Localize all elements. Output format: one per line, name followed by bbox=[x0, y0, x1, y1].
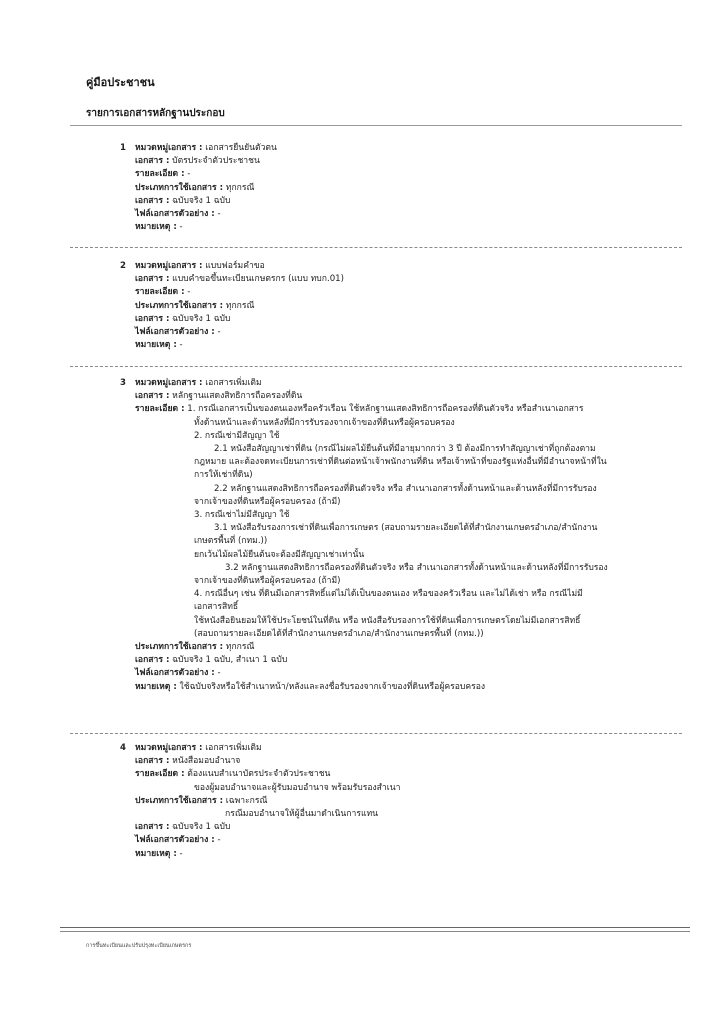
document-label: เอกสาร : bbox=[135, 391, 170, 402]
details-label: รายละเอียด : bbox=[135, 287, 185, 298]
item-number: 1 bbox=[120, 143, 126, 153]
usage-label: ประเภทการใช้เอกสาร : bbox=[135, 300, 224, 311]
copies-row bbox=[115, 195, 695, 208]
document-row bbox=[115, 155, 695, 168]
document-label: เอกสาร : bbox=[135, 274, 170, 285]
remark-row bbox=[115, 681, 695, 694]
item-divider bbox=[70, 733, 682, 734]
details-line: จากเจ้าของที่ดินหรือผู้ครอบครอง (ถ้ามี) bbox=[194, 576, 341, 587]
sample-label: ไฟล์เอกสารตัวอย่าง : bbox=[135, 209, 215, 220]
sample-row bbox=[115, 834, 695, 847]
document-value: หนังสือมอบอำนาจ bbox=[172, 756, 241, 767]
document-item-1 bbox=[115, 142, 695, 234]
remark-value: - bbox=[179, 848, 183, 859]
usage-value: เฉพาะกรณี bbox=[225, 795, 268, 806]
sample-row bbox=[115, 208, 695, 221]
copies-label: เอกสาร : bbox=[135, 822, 170, 833]
sample-value: - bbox=[217, 835, 221, 846]
remark-value: - bbox=[179, 222, 183, 233]
sample-value: - bbox=[217, 209, 221, 220]
details-row bbox=[115, 168, 695, 181]
sample-label: ไฟล์เอกสารตัวอย่าง : bbox=[135, 835, 215, 846]
usage-label: ประเภทการใช้เอกสาร : bbox=[135, 182, 224, 193]
copies-label: เอกสาร : bbox=[135, 195, 170, 206]
details-line bbox=[135, 768, 695, 781]
category-label: หมวดหมู่เอกสาร : bbox=[135, 261, 203, 271]
usage-label: ประเภทการใช้เอกสาร : bbox=[135, 795, 224, 806]
remark-row bbox=[115, 221, 695, 234]
document-value: หลักฐานแสดงสิทธิการถือครองที่ดิน bbox=[172, 391, 303, 402]
footer-divider bbox=[60, 931, 690, 932]
usage-row bbox=[115, 795, 695, 808]
details-text: 1. กรณีเอกสารเป็นของตนเองหรือครัวเรือน ใช้หลักฐานแสดงสิทธิการถือครองที่ดินตัวจริง หรือสำเนาเอกสาร bbox=[187, 404, 584, 415]
usage-row bbox=[115, 641, 695, 654]
usage-label: ประเภทการใช้เอกสาร : bbox=[135, 642, 224, 653]
usage-value: ทุกกรณี bbox=[225, 182, 255, 193]
copies-value: ฉบับจริง 1 ฉบับ bbox=[172, 822, 231, 833]
copies-label: เอกสาร : bbox=[135, 655, 170, 666]
details-line: เอกสารสิทธิ์ bbox=[194, 602, 239, 613]
document-label: เอกสาร : bbox=[135, 156, 170, 167]
remark-row bbox=[115, 339, 695, 352]
sample-label: ไฟล์เอกสารตัวอย่าง : bbox=[135, 327, 215, 338]
item-divider bbox=[70, 247, 682, 248]
sample-value: - bbox=[217, 668, 221, 679]
copies-value: ฉบับจริง 1 ฉบับ bbox=[172, 313, 231, 324]
details-line: ของผู้มอบอำนาจและผู้รับมอบอำนาจ พร้อมรับรองสำเนา bbox=[194, 782, 401, 793]
details-line: 2.2 หลักฐานแสดงสิทธิการถือครองที่ดินตัวจริง หรือ สำเนาเอกสารทั้งด้านหน้าและด้านหลังที่มีการรับรอง bbox=[214, 483, 597, 494]
doc-title: คู่มือประชาชน bbox=[86, 76, 155, 89]
category-value: เอกสารเพิ่มเติม bbox=[205, 743, 262, 753]
category-row bbox=[115, 142, 695, 155]
section-divider bbox=[70, 125, 682, 126]
usage-value: ทุกกรณี bbox=[225, 300, 255, 311]
copies-row bbox=[115, 654, 695, 667]
details-block bbox=[115, 403, 695, 641]
sample-row bbox=[115, 667, 695, 680]
usage-value: ทุกกรณี bbox=[225, 642, 255, 653]
item-number: 4 bbox=[120, 743, 126, 753]
document-row bbox=[115, 390, 695, 403]
section-title: รายการเอกสารหลักฐานประกอบ bbox=[86, 108, 225, 119]
details-block bbox=[115, 768, 695, 794]
details-row bbox=[115, 286, 695, 299]
copies-row bbox=[115, 821, 695, 834]
details-value: - bbox=[187, 287, 191, 298]
remark-row bbox=[115, 848, 695, 861]
category-row bbox=[115, 742, 695, 755]
document-item-2 bbox=[115, 260, 695, 352]
remark-label: หมายเหตุ : bbox=[135, 681, 177, 692]
details-line: 4. กรณีอื่นๆ เช่น ที่ดินมีเอกสารสิทธิ์แต่ไม่ได้เป็นของตนเอง หรือของครัวเรือน และไม่ได้เช่า หรือ กรณีไม่มี bbox=[194, 589, 583, 600]
footer-text: การขึ้นทะเบียนและปรับปรุงทะเบียนเกษตรกร bbox=[86, 943, 192, 949]
details-line: ทั้งด้านหน้าและด้านหลังที่มีการรับรองจากเจ้าของที่ดินหรือผู้ครอบครอง bbox=[194, 417, 455, 428]
usage-extra-row: กรณีมอบอำนาจให้ผู้อื่นมาดำเนินการแทน bbox=[225, 809, 379, 820]
details-line: 3. กรณีเช่าไม่มีสัญญา ใช้ bbox=[194, 510, 290, 521]
details-line: 3.2 หลักฐานแสดงสิทธิการถือครองที่ดินตัวจริง หรือ สำเนาเอกสารทั้งด้านหน้าและด้านหลังที่มีการรับรอง bbox=[225, 562, 608, 573]
item-number: 2 bbox=[120, 261, 126, 271]
sample-row bbox=[115, 326, 695, 339]
category-row bbox=[115, 260, 695, 273]
document-item-4 bbox=[115, 742, 695, 861]
copies-value: ฉบับจริง 1 ฉบับ, สำเนา 1 ฉบับ bbox=[172, 655, 288, 666]
details-line: การให้เช่าที่ดิน) bbox=[194, 470, 253, 481]
details-line: (สอบถามรายละเอียดได้ที่สำนักงานเกษตรอำเภอ/สำนักงานเกษตรพื้นที่ (กทม.)) bbox=[194, 628, 484, 639]
document-row bbox=[115, 755, 695, 768]
document-item-3 bbox=[115, 377, 695, 694]
remark-label: หมายเหตุ : bbox=[135, 222, 177, 233]
usage-row bbox=[115, 182, 695, 195]
item-number: 3 bbox=[120, 378, 126, 388]
details-line bbox=[135, 403, 695, 416]
details-line: เกษตรพื้นที่ (กทม.)) bbox=[194, 536, 268, 547]
details-label: รายละเอียด : bbox=[135, 404, 185, 415]
category-value: เอกสารยืนยันตัวตน bbox=[205, 143, 277, 153]
copies-label: เอกสาร : bbox=[135, 313, 170, 324]
category-label: หมวดหมู่เอกสาร : bbox=[135, 743, 203, 753]
details-line: 2.1 หนังสือสัญญาเช่าที่ดิน (กรณีไม่ผลไม้ยืนต้นที่มีอายุมากกว่า 3 ปี ต้องมีการทำสัญญาเช่าที่ถูกต้องตาม bbox=[214, 444, 596, 455]
details-line: ยกเว้นไม้ผลไม้ยืนต้นจะต้องมีสัญญาเช่าเท่านั้น bbox=[194, 549, 365, 560]
sample-label: ไฟล์เอกสารตัวอย่าง : bbox=[135, 668, 215, 679]
details-text: ต้องแนบสำเนาบัตรประจำตัวประชาชน bbox=[187, 769, 331, 780]
remark-label: หมายเหตุ : bbox=[135, 340, 177, 351]
details-value: - bbox=[187, 169, 191, 180]
details-label: รายละเอียด : bbox=[135, 769, 185, 780]
remark-value: - bbox=[179, 340, 183, 351]
document-value: แบบคำขอขึ้นทะเบียนเกษตรกร (แบบ ทบก.01) bbox=[172, 274, 344, 285]
document-label: เอกสาร : bbox=[135, 756, 170, 767]
details-label: รายละเอียด : bbox=[135, 169, 185, 180]
details-line: 2. กรณีเช่ามีสัญญา ใช้ bbox=[194, 430, 280, 441]
copies-value: ฉบับจริง 1 ฉบับ bbox=[172, 195, 231, 206]
details-line: 3.1 หนังสือรับรองการเช่าที่ดินเพื่อการเกษตร (สอบถามรายละเอียดได้ที่สำนักงานเกษตรอำเภอ/สำนักงาน bbox=[214, 523, 598, 534]
copies-row bbox=[115, 313, 695, 326]
details-line: จากเจ้าของที่ดินหรือผู้ครอบครอง (ถ้ามี) bbox=[194, 496, 341, 507]
details-line: กฎหมาย และต้องจดทะเบียนการเช่าที่ดินต่อหน้าเจ้าพนักงานที่ดิน หรือเจ้าหน้าที่ของรัฐแห่งอื่นที่มีอำนาจหน้าที่ใน bbox=[194, 457, 607, 468]
sample-value: - bbox=[217, 327, 221, 338]
remark-label: หมายเหตุ : bbox=[135, 848, 177, 859]
document-row bbox=[115, 273, 695, 286]
category-label: หมวดหมู่เอกสาร : bbox=[135, 378, 203, 388]
remark-value: ใช้ฉบับจริงหรือใช้สำเนาหน้า/หลังและลงชื่อรับรองจากเจ้าของที่ดินหรือผู้ครอบครอง bbox=[179, 681, 486, 692]
category-value: แบบฟอร์มคำขอ bbox=[205, 261, 265, 271]
item-divider bbox=[70, 366, 682, 367]
footer-divider bbox=[60, 927, 690, 928]
usage-row bbox=[115, 300, 695, 313]
details-line: ใช้หนังสือยินยอมให้ใช้ประโยชน์ในที่ดิน หรือ หนังสือรับรองการใช้ที่ดินเพื่อการเกษตรโดยไม่มีเอกสารสิทธิ์ bbox=[194, 615, 581, 626]
category-value: เอกสารเพิ่มเติม bbox=[205, 378, 262, 388]
document-value: บัตรประจำตัวประชาชน bbox=[172, 156, 260, 167]
category-row bbox=[115, 377, 695, 390]
category-label: หมวดหมู่เอกสาร : bbox=[135, 143, 203, 153]
